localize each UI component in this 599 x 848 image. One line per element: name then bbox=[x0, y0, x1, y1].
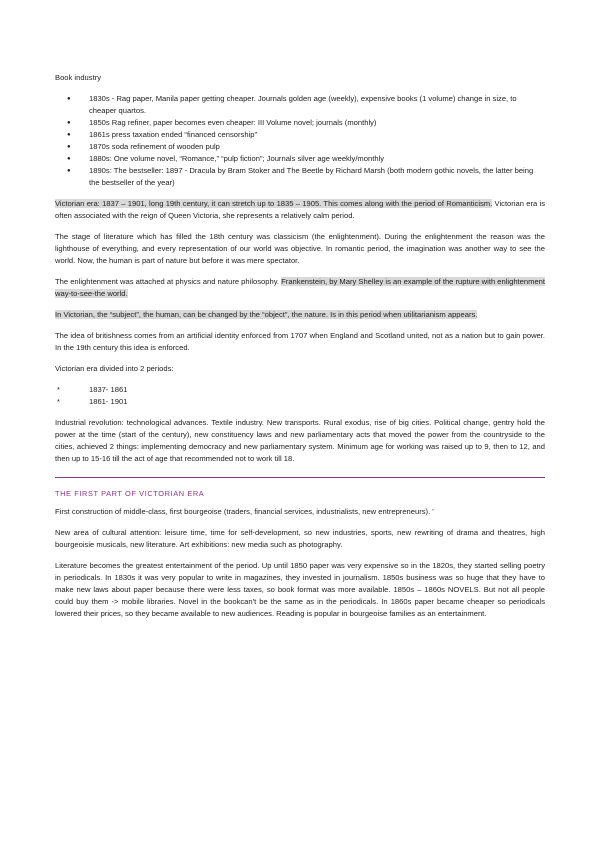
paragraph-subject-object bbox=[55, 309, 545, 321]
paragraph-periods: Victorian era divided into 2 periods: bbox=[55, 364, 174, 373]
section-heading: THE FIRST PART OF VICTORIAN ERA bbox=[55, 477, 545, 500]
list-item: ● 1830s - Rag paper, Manila paper getting cheaper. Journals golden age (weekly), expensive books (1 volume) change in size, to cheaper quartos. bbox=[55, 93, 545, 117]
periods-list bbox=[55, 384, 545, 408]
paragraph-literature: Literature becomes the greatest entertainment of the period. Up until 1850 paper was very expensive so in the 1820s, they started selling poetry in periodicals. In 1830s it was very popular to write in magazines, they invested in journalism. 1850s business was so huge that they have to make new laws about paper because there were less taxes, so book format was more available. 1850s – 1860s NOVELS. But not all people could buy them -> mobile libraries. Novel in the bookcan't be the same as in the periodicals. In 1860s paper became cheaper so periodicals lowered their prices, so they became available to new audiences. Reading is popular in bourgeoise families as an entertainment. bbox=[55, 561, 545, 618]
list-item: ● 1861s press taxation ended “financed censorship” bbox=[55, 129, 545, 141]
list-item: ● 1870s soda refinement of wooden pulp bbox=[55, 141, 545, 153]
document-body bbox=[55, 72, 545, 629]
paragraph-middle-class: First construction of middle-class, first bourgeoise (traders, financial services, industrialists, new entrepreneurs). ' bbox=[55, 507, 434, 516]
list-item: ● 1890s: The bestseller: 1897 - Dracula by Bram Stoker and The Beetle by Richard Marsh (both modern gothic novels, the latter being the bestseller of the year) bbox=[55, 165, 545, 189]
highlighted-text: Frankenstein, by Mary Shelley is an example of the rupture with enlightenment way-to-see-the world. bbox=[55, 277, 545, 298]
paragraph-industrial-revolution: Industrial revolution: technological advances. Textile industry. New transports. Rural exodus, rise of big cities. Political change, gentry hold the power at the time (start of the century), new constituency laws and new parliamentary acts that moved the power from the countryside to the cities, achieved 2 things: implementing democracy and new parliamentary system. Minimum age for working was raised up to 9, then to 12, and then up to 15-16 till the act of age that recommended not to work till 18. bbox=[55, 418, 545, 463]
highlighted-text: In Victorian, the “subject”, the human, can be changed by the “object”, the nature. Is in this period when utilitarianism appears. bbox=[55, 310, 478, 319]
list-item: ● 1880s: One volume novel, “Romance,” “pulp fiction”; Journals silver age weekly/monthly bbox=[55, 153, 545, 165]
paragraph-cultural-attention: New area of cultural attention: leisure time, time for self-development, so new industries, sports, new rewriting of drama and theatres, high bourgeoisie musicals, new literature. Art exhibitions: new media such as photography. bbox=[55, 528, 545, 549]
list-item: * 1837- 1861 bbox=[55, 384, 545, 396]
paragraph-britishness: The idea of britishness comes from an artificial identity enforced from 1707 when England and Scotland united, not as a nation but to gain power. In the 19th century this idea is enforced. bbox=[55, 331, 545, 352]
paragraph-classicism: The stage of literature which has filled the 18th century was classicism (the enlightenment). During the enlightenment the reason was the lighthouse of everything, and every representation of our world was objective. In romantic period, the imagination was another way to see the world. Now, the human is part of nature but before it was mere spectator. bbox=[55, 232, 545, 265]
highlighted-text: Victorian era: 1837 – 1901, long 19th century, it can stretch up to 1835 – 1905. This comes along with the period of Romanticism. bbox=[55, 199, 493, 208]
list-item: * 1861- 1901 bbox=[55, 396, 545, 408]
book-industry-list bbox=[55, 93, 545, 189]
paragraph-text: Victorian era is often associated with the reign of Queen Victoria, she represents a relatively calm period. bbox=[55, 199, 545, 220]
heading-book-industry: Book industry bbox=[55, 73, 102, 82]
list-item: ● 1850s Rag refiner, paper becomes even cheaper: III Volume novel; journals (monthly) bbox=[55, 117, 545, 129]
paragraph-victorian-era bbox=[55, 198, 545, 222]
paragraph-enlightenment bbox=[55, 276, 545, 300]
paragraph-text: The enlightenment was attached at physics and nature philosophy. bbox=[55, 277, 282, 286]
